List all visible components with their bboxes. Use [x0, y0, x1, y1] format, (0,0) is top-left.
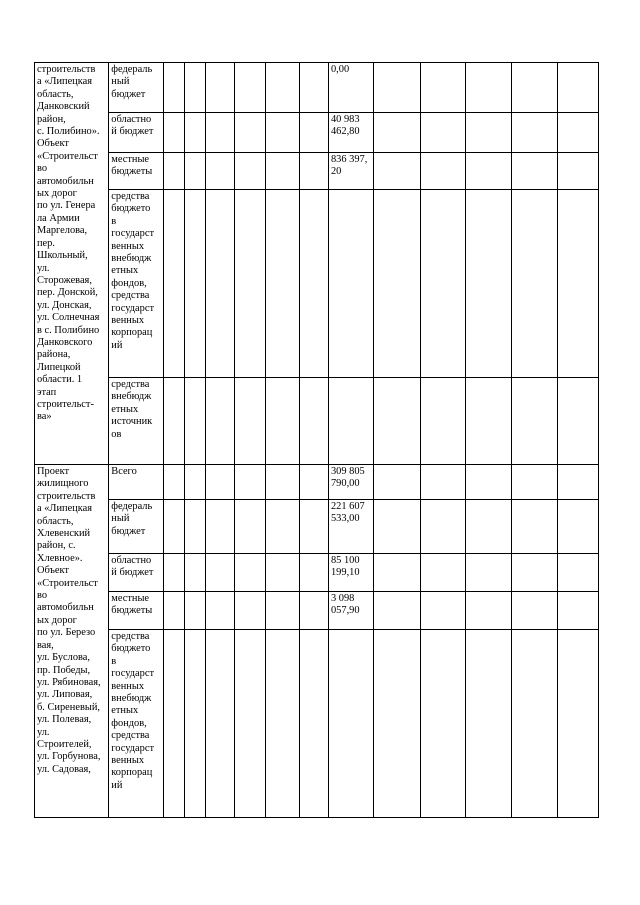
table-row — [35, 592, 599, 630]
empty-cell — [421, 63, 466, 113]
empty-cell — [266, 63, 299, 113]
funding-source-cell: средства бюджето в государст венных внебюдж етных фондов, средства государст венных корпорац ий — [109, 190, 163, 378]
empty-cell — [205, 630, 234, 818]
funding-source-cell: средства бюджето в государст венных внебюдж етных фондов, средства государст венных корпорац ий — [109, 630, 163, 818]
empty-cell — [466, 500, 512, 554]
empty-cell — [184, 592, 205, 630]
empty-cell — [205, 113, 234, 153]
empty-cell — [299, 378, 328, 465]
empty-cell — [558, 153, 599, 190]
empty-cell — [266, 113, 299, 153]
empty-cell — [466, 113, 512, 153]
empty-cell — [421, 465, 466, 500]
empty-cell — [299, 465, 328, 500]
empty-cell — [299, 554, 328, 592]
empty-cell — [266, 630, 299, 818]
empty-cell — [234, 63, 265, 113]
empty-cell — [163, 465, 184, 500]
amount-cell: 0,00 — [328, 63, 373, 113]
table-row — [35, 190, 599, 378]
empty-cell — [512, 190, 558, 378]
empty-cell — [466, 630, 512, 818]
empty-cell — [163, 378, 184, 465]
empty-cell — [373, 630, 420, 818]
empty-cell — [205, 378, 234, 465]
empty-cell — [163, 113, 184, 153]
empty-cell — [184, 190, 205, 378]
empty-cell — [512, 500, 558, 554]
empty-cell — [512, 630, 558, 818]
empty-cell — [558, 465, 599, 500]
empty-cell — [558, 630, 599, 818]
empty-cell — [299, 500, 328, 554]
empty-cell — [421, 113, 466, 153]
empty-cell — [184, 554, 205, 592]
empty-cell — [205, 63, 234, 113]
empty-cell — [205, 554, 234, 592]
empty-cell — [184, 378, 205, 465]
funding-source-cell: местные бюджеты — [109, 153, 163, 190]
empty-cell — [299, 113, 328, 153]
empty-cell — [466, 592, 512, 630]
funding-source-cell: Всего — [109, 465, 163, 500]
empty-cell — [234, 554, 265, 592]
empty-cell — [421, 378, 466, 465]
funding-source-cell: областно й бюджет — [109, 113, 163, 153]
empty-cell — [163, 554, 184, 592]
empty-cell — [466, 378, 512, 465]
empty-cell — [184, 500, 205, 554]
empty-cell — [299, 153, 328, 190]
empty-cell — [266, 592, 299, 630]
empty-cell — [373, 554, 420, 592]
table-row — [35, 500, 599, 554]
empty-cell — [373, 190, 420, 378]
empty-cell — [163, 190, 184, 378]
empty-cell — [421, 500, 466, 554]
empty-cell — [205, 153, 234, 190]
empty-cell — [466, 554, 512, 592]
table-row — [35, 465, 599, 500]
empty-cell — [234, 500, 265, 554]
table-row — [35, 113, 599, 153]
empty-cell — [205, 592, 234, 630]
empty-cell — [266, 465, 299, 500]
empty-cell — [558, 63, 599, 113]
empty-cell — [266, 153, 299, 190]
empty-cell — [558, 378, 599, 465]
empty-cell — [421, 592, 466, 630]
empty-cell — [234, 378, 265, 465]
empty-cell — [373, 153, 420, 190]
empty-cell — [234, 153, 265, 190]
table-row — [35, 153, 599, 190]
empty-cell — [558, 500, 599, 554]
empty-cell — [205, 465, 234, 500]
empty-cell — [512, 378, 558, 465]
table-row — [35, 554, 599, 592]
empty-cell — [266, 500, 299, 554]
empty-cell — [512, 63, 558, 113]
empty-cell — [299, 630, 328, 818]
amount-cell: 40 983 462,80 — [328, 113, 373, 153]
empty-cell — [205, 500, 234, 554]
empty-cell — [373, 592, 420, 630]
table-body — [35, 63, 599, 818]
empty-cell — [558, 592, 599, 630]
empty-cell — [234, 592, 265, 630]
empty-cell — [466, 465, 512, 500]
empty-cell — [512, 465, 558, 500]
empty-cell — [163, 592, 184, 630]
empty-cell — [184, 63, 205, 113]
amount-cell: 309 805 790,00 — [328, 465, 373, 500]
project-name-cell: Проект жилищного строительств а «Липецкая область, Хлевенский район, с. Хлевное». Объект «Строительст во автомобильн ых дорог по ул. Березо вая, ул. Буслова, пр. Победы, ул. Рябиновая, ул. Липовая, б. Сиреневый, ул. Полевая, ул. Строителей, ул. Горбунова, ул. Садовая, — [35, 465, 109, 818]
funding-source-cell: местные бюджеты — [109, 592, 163, 630]
table-row — [35, 63, 599, 113]
empty-cell — [299, 592, 328, 630]
empty-cell — [373, 500, 420, 554]
budget-table — [34, 62, 599, 818]
amount-cell — [328, 190, 373, 378]
empty-cell — [512, 113, 558, 153]
empty-cell — [184, 465, 205, 500]
funding-source-cell: областно й бюджет — [109, 554, 163, 592]
empty-cell — [184, 630, 205, 818]
amount-cell — [328, 630, 373, 818]
empty-cell — [421, 153, 466, 190]
amount-cell: 836 397, 20 — [328, 153, 373, 190]
empty-cell — [184, 153, 205, 190]
empty-cell — [184, 113, 205, 153]
empty-cell — [421, 630, 466, 818]
empty-cell — [466, 63, 512, 113]
funding-source-cell: средства внебюдж етных источник ов — [109, 378, 163, 465]
table-row — [35, 630, 599, 818]
table-row — [35, 378, 599, 465]
empty-cell — [163, 153, 184, 190]
empty-cell — [163, 630, 184, 818]
empty-cell — [512, 153, 558, 190]
amount-cell: 3 098 057,90 — [328, 592, 373, 630]
empty-cell — [558, 113, 599, 153]
amount-cell — [328, 378, 373, 465]
empty-cell — [558, 554, 599, 592]
empty-cell — [299, 63, 328, 113]
empty-cell — [373, 63, 420, 113]
funding-source-cell: федераль ный бюджет — [109, 500, 163, 554]
empty-cell — [373, 465, 420, 500]
empty-cell — [163, 63, 184, 113]
empty-cell — [163, 500, 184, 554]
empty-cell — [299, 190, 328, 378]
empty-cell — [421, 190, 466, 378]
amount-cell: 85 100 199,10 — [328, 554, 373, 592]
empty-cell — [234, 113, 265, 153]
empty-cell — [266, 554, 299, 592]
empty-cell — [512, 592, 558, 630]
empty-cell — [205, 190, 234, 378]
project-name-cell: строительств а «Липецкая область, Данковский район, с. Полибино». Объект «Строительст во автомобильн ых дорог по ул. Генера ла Армии Маргелова, пер. Школьный, ул. Сторожевая, пер. Донской, ул. Донская, ул. Солнечная в с. Полибино Данковского района, Липецкой области. 1 этап строительст- ва» — [35, 63, 109, 465]
empty-cell — [373, 113, 420, 153]
empty-cell — [234, 190, 265, 378]
funding-source-cell: федераль ный бюджет — [109, 63, 163, 113]
amount-cell: 221 607 533,00 — [328, 500, 373, 554]
empty-cell — [266, 190, 299, 378]
empty-cell — [466, 190, 512, 378]
empty-cell — [512, 554, 558, 592]
empty-cell — [373, 378, 420, 465]
empty-cell — [266, 378, 299, 465]
empty-cell — [234, 630, 265, 818]
empty-cell — [234, 465, 265, 500]
empty-cell — [421, 554, 466, 592]
empty-cell — [466, 153, 512, 190]
empty-cell — [558, 190, 599, 378]
